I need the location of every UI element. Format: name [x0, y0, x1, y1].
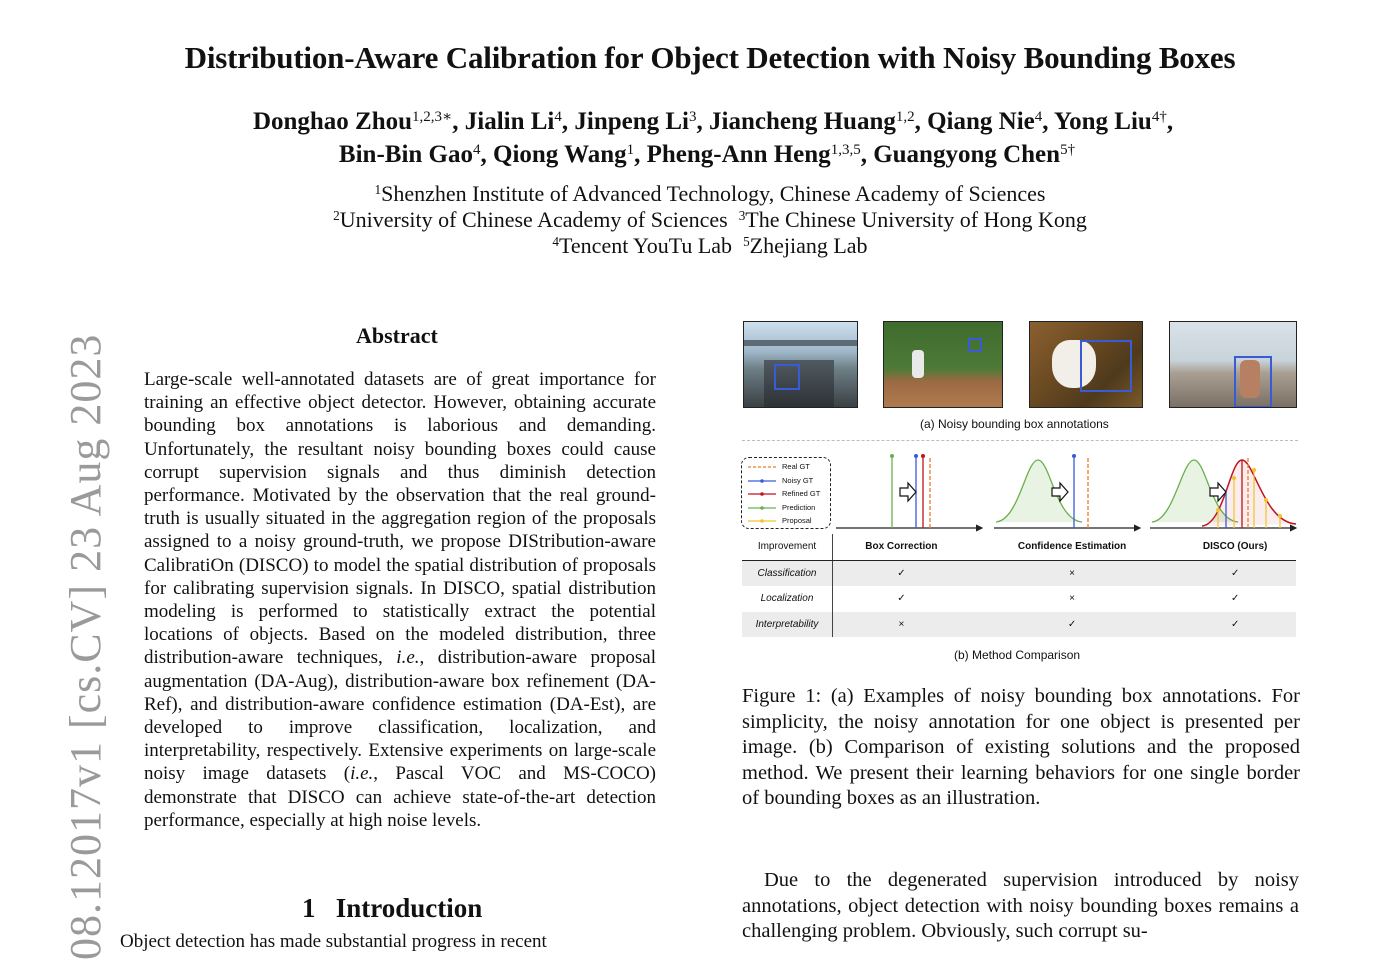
comparison-table: [742, 534, 1296, 637]
table-column-header: Confidence Estimation: [970, 534, 1175, 560]
author-sup: 1,2,3∗: [412, 108, 453, 125]
table-column-header: Box Correction: [833, 534, 970, 560]
author-sup: 1: [626, 141, 635, 158]
legend-dot: [760, 506, 764, 510]
intro-first-line: Object detection has made substantial progress in recent: [120, 931, 547, 952]
table-row-label: Classification: [742, 560, 833, 586]
table-cell: ✓: [1174, 560, 1296, 586]
author-sup: 5†: [1060, 141, 1076, 158]
table-cell: ×: [1069, 593, 1075, 605]
table-row: [742, 612, 1296, 638]
proposal-dot: [1278, 514, 1282, 518]
affil-text: The Chinese University of Hong Kong: [745, 207, 1087, 232]
legend-dot: [760, 519, 764, 523]
author-name: Donghao Zhou: [252, 108, 413, 135]
author-sup: 3: [689, 108, 697, 125]
table-row: [742, 560, 1296, 586]
table-cell: ✓: [1230, 593, 1240, 605]
subcaption-a: (a) Noisy bounding box annotations: [920, 417, 1109, 431]
affiliation-line-3: [0, 233, 1400, 259]
noisy-box: [774, 364, 800, 390]
affil-num: 1: [374, 181, 382, 197]
affiliation-line-2: [0, 207, 1400, 233]
section-number: 1: [302, 893, 316, 923]
proposal-dot: [1264, 498, 1268, 502]
noisy-box: [1234, 356, 1272, 408]
affil-num: 4: [552, 233, 560, 249]
affil-num: 3: [738, 207, 746, 223]
refined-gt-dot: [921, 454, 925, 458]
affil-num: 5: [743, 233, 750, 249]
abstract-text: Large-scale well-annotated datasets are of great importance for training an effective object detector. However, obtaining accurate bounding box annotations is laborious and demanding. Unfortunately, the resultant noisy bounding boxes could cause corrupt supervision signals and thus diminish detection performance. Motivated by the observation that the real ground-truth is usually situated in the aggregation region of the proposals assigned to a noisy ground-truth, we propose DIStribution-aware CalibratiOn (DISCO) to model the spatial distribution of proposals for calibrating supervision signals. In DISCO, spatial distribution modeling is performed to statistically extract the potential locations of objects. Based on the modeled distribution, three distribution-aware techniques,: [144, 369, 656, 669]
table-cell: ✓: [970, 612, 1175, 638]
table-corner: Improvement: [742, 534, 833, 560]
affiliation-line-1: [0, 181, 1400, 207]
legend-swatches: [746, 462, 778, 524]
photo-frisbee: [1169, 321, 1297, 408]
authors-line-1: Donghao Zhou$^{1,2,3∗}$, Jialin Li$^4$, Jinpeng Li$^3$, Jiancheng Huang$^{1,2}$, Qiang Nie$^4$, Yong Liu$^{4\dagger}$,: [252, 108, 1174, 135]
legend-label: Prediction: [782, 502, 816, 512]
author-name: Qiong Wang: [493, 141, 627, 168]
abstract-body: [144, 368, 656, 832]
panel-box-correction: [836, 454, 982, 528]
table-row-label: Localization: [742, 586, 833, 612]
author-sup: 1,2: [895, 108, 915, 125]
proposal-dot: [1232, 476, 1236, 480]
author-name: Jialin Li: [464, 108, 555, 135]
author-name: Guangyong Chen: [873, 141, 1061, 168]
legend-label: Noisy GT: [782, 475, 814, 485]
photo-railway-station: [743, 321, 858, 408]
table-cell: ✓: [1174, 612, 1296, 638]
affil-num: 2: [333, 207, 340, 223]
subcaption-b: (b) Method Comparison: [954, 648, 1081, 662]
author-name: Jinpeng Li: [574, 108, 689, 135]
affil-text: University of Chinese Academy of Sciences: [339, 207, 728, 232]
noisy-gt-dot: [1072, 454, 1076, 458]
author-name: Qiang Nie: [927, 108, 1035, 135]
shift-arrow: [900, 483, 916, 501]
table-cell: ✓: [833, 560, 970, 586]
author-sup: 4: [554, 108, 562, 125]
figure-divider: [742, 440, 1298, 441]
affil-text: Tencent YouTu Lab: [559, 233, 733, 258]
table-cell: ×: [970, 560, 1175, 586]
intro-paragraph-right: Due to the degenerated supervision introduced by noisy annotations, object detection with noisy bounding boxes remains a challenging problem. Obviously, such corrupt su-: [742, 869, 1299, 943]
abstract-italic: i.e.: [396, 647, 420, 669]
author-sup: 4†: [1151, 108, 1167, 125]
noisy-gt-dot: [914, 454, 918, 458]
proposal-dot: [1252, 468, 1256, 472]
legend-label: Refined GT: [782, 489, 821, 498]
table-row: [742, 586, 1296, 612]
table-cell: ×: [833, 612, 970, 638]
photo-detail: [912, 350, 924, 378]
figure-legend: [741, 457, 831, 529]
photo-baseball: [883, 321, 1003, 408]
abstract-italic: i.e.: [350, 763, 374, 785]
method-schematics: [834, 450, 1300, 534]
noisy-box: [1080, 340, 1132, 392]
author-name: Jiancheng Huang: [709, 108, 896, 135]
author-name: Bin-Bin Gao: [338, 141, 473, 168]
intro-heading: [302, 893, 482, 924]
prediction-dot: [890, 454, 894, 458]
author-sup: 1,3,5: [830, 141, 861, 158]
proposal-dot: [1216, 508, 1220, 512]
photo-dog: [1029, 321, 1143, 408]
prediction-curve: [996, 460, 1082, 522]
affil-text: Zhejiang Lab: [749, 233, 868, 258]
legend-label: Real GT: [782, 462, 810, 471]
authors-line-2: Bin-Bin Gao$^4$, Qiong Wang$^1$, Pheng-Ann Heng$^{1,3,5}$, Guangyong Chen$^{5\dagger}$: [338, 141, 1076, 168]
author-name: Pheng-Ann Heng: [646, 141, 831, 168]
legend-dot: [760, 479, 764, 483]
author-sup: 4: [473, 141, 481, 158]
noisy-box: [968, 338, 982, 352]
table-header-row: [742, 534, 1296, 560]
abstract-heading: Abstract: [356, 323, 438, 348]
panel-confidence-estimation: [994, 454, 1140, 528]
abstract-text: , Pascal VOC and MS-COCO) demonstrate that DISCO can achieve state-of-the-art detection performance, especially at high noise levels.: [144, 763, 656, 831]
legend-labels: [782, 460, 820, 528]
section-title: Introduction: [335, 893, 483, 923]
affil-text: Shenzhen Institute of Advanced Technology, Chinese Academy of Sciences: [381, 181, 1046, 206]
panel-disco: [1150, 456, 1296, 528]
arxiv-stamp: 08.12017v1 [cs.CV] 23 Aug 2023: [61, 333, 110, 960]
abstract-text: , distribution-aware proposal augmentation (DA-Aug), distribution-aware box refinement (DA-Ref), and distribution-aware confidence estimation (DA-Est), are developed to improve classification, localization, and interpretability, respectively. Extensive experiments on large-scale noisy image datasets (: [144, 647, 656, 785]
photo-detail: [744, 340, 857, 346]
author-name: Yong Liu: [1053, 108, 1152, 135]
author-sup: 4: [1034, 108, 1043, 125]
legend-label: Proposal: [782, 516, 812, 525]
legend-dot: [760, 492, 764, 496]
table-cell: ✓: [897, 593, 906, 605]
table-row-label: Interpretability: [742, 612, 833, 638]
paper-title: Distribution-Aware Calibration for Object Detection with Noisy Bounding Boxes: [184, 40, 1236, 75]
figure-caption: Figure 1: (a) Examples of noisy bounding box annotations. For simplicity, the noisy annotation for one object is presented per image. (b) Comparison of existing solutions and the proposed method. We present their learning behaviors for one single border of bounding boxes as an illustration.: [742, 685, 1300, 810]
table-column-header: DISCO (Ours): [1174, 534, 1296, 560]
